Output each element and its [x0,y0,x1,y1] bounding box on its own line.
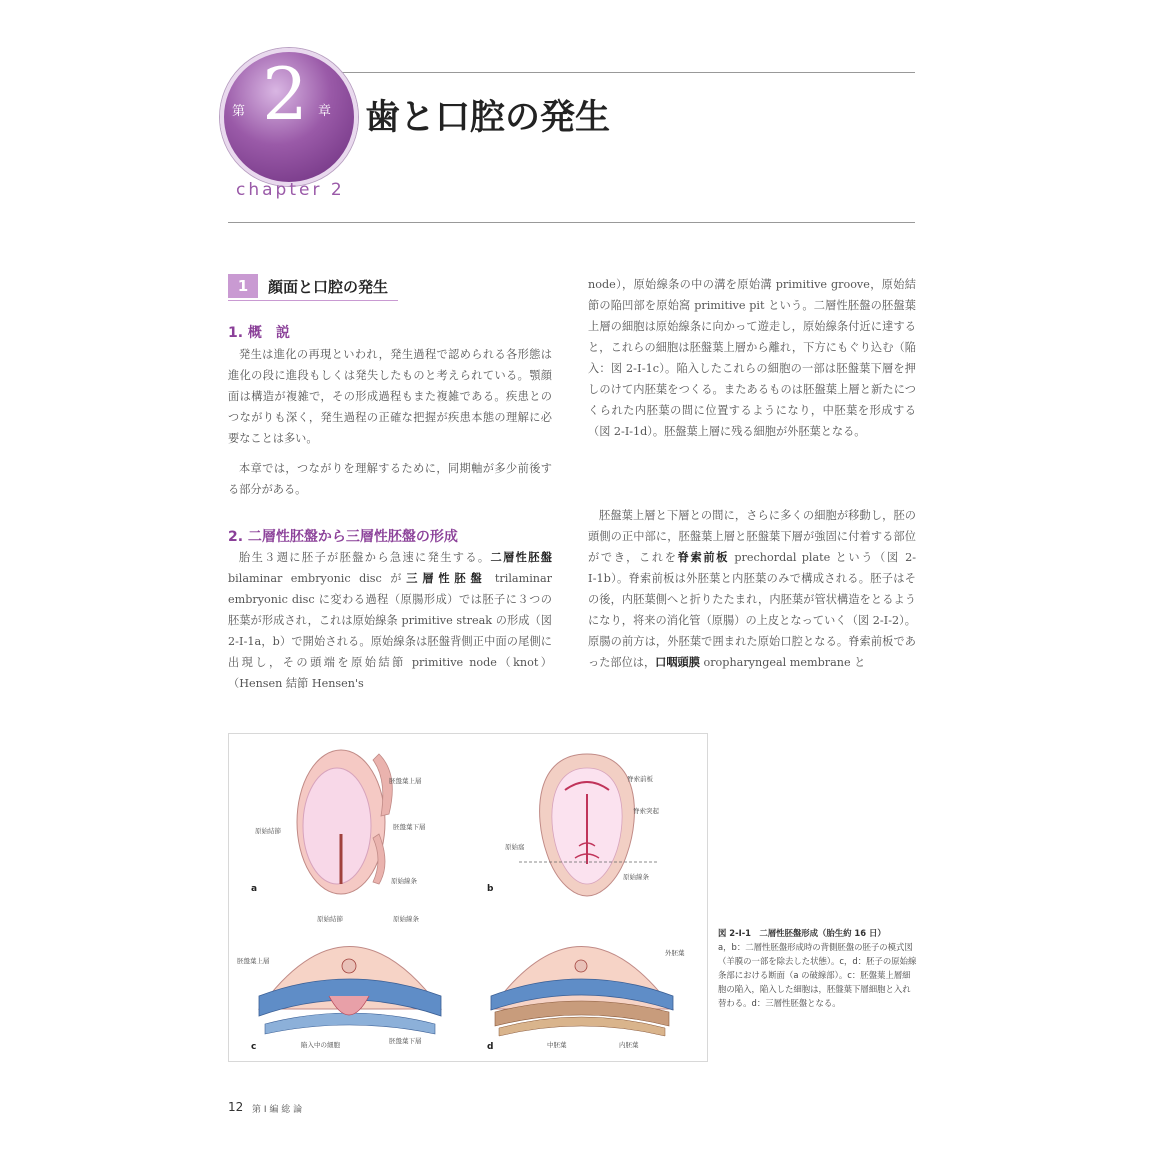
figure-letter: b [487,884,494,894]
caption-title: 図 2-Ⅰ-1 二層性胚盤形成（胎生約 16 日） [718,928,886,938]
text-run: oropharyngeal membrane と [699,656,866,669]
section-underline [228,300,398,301]
figure-panel [228,733,708,1062]
figure-label: 内胚葉 [619,1041,639,1049]
figure-label: 原始窩 [505,843,525,851]
figure-label: 胚盤葉下層 [393,823,426,831]
subsection-heading: 1. 概 説 [228,325,290,341]
text-run: 胚盤葉上層と下層との間に，さらに多くの細胞が移動し，胚の頭側の正中部に，胚盤葉上層と胚盤葉下層が強固に付着する部位ができ，これを [588,509,916,564]
figure-label: 脊索突起 [633,807,659,815]
paragraph: node），原始線条の中の溝を原始溝 primitive groove，原始結節の陥凹部を原始窩 primitive pit という。二層性胚盤の胚盤葉上層の細胞は原始線条に向かって遊走し，原始線条付近に達すると，これらの細胞は胚盤葉上層から離れ，下方にもぐり込む（陥入：図 2-Ⅰ-1c）。陥入したこれらの細胞の一部は胚盤葉下層を押しのけて内胚葉をつくる。またあるものは胚盤葉上層と新たにつくられた内胚葉の間に位置するようになり，中胚葉を形成する（図 2-Ⅰ-1d）。胚盤葉上層に残る細胞が外胚葉となる。 [588,278,916,438]
figure-label: 外胚葉 [665,949,685,957]
embryo-illustration [229,734,707,1061]
diagram-d [491,947,673,1037]
figure-label: 胚盤葉上層 [237,957,270,965]
figure-caption [718,926,918,1010]
paragraph [588,505,916,673]
figure-label: 中胚葉 [547,1041,567,1049]
figure-letter: d [487,1042,494,1052]
figure-label: 原始結節 [317,915,343,923]
paragraph [228,547,552,694]
figure-label: 陥入中の細胞 [301,1041,340,1049]
term-bold: 二層性胚盤 [490,550,552,564]
header-top-rule [330,72,915,73]
chapter-number: 2 [262,52,308,136]
term-bold: 口咽頭膜 [655,655,700,669]
subsection-heading: 2. 二層性胚盤から三層性胚盤の形成 [228,529,458,545]
figure-label: 胚盤葉上層 [389,777,422,785]
header-bottom-rule [228,222,915,223]
text-run: prechordal plate という（図 2-Ⅰ-1b）。脊索前板は外胚葉と内胚葉のみで構成される。胚子はその後，内胚葉側へと折りたたまれ，内胚葉が管状構造をとるようになり，将来の消化管（原腸）の上皮となっていく（図 2-Ⅰ-2）。原腸の前方は，外胚葉で囲まれた原始口腔となる。脊索前板であった部位は， [588,551,916,669]
running-footer: 第 I 編 総 論 [252,1105,303,1115]
figure-label: 原始線条 [393,915,419,923]
figure-letter: c [251,1042,257,1052]
section-number-badge: 1 [228,274,258,298]
page-number: 12 [228,1100,244,1114]
text-run: bilaminar embryonic disc が [228,572,407,585]
caption-body: a，b：二層性胚盤形成時の背側胚盤の胚子の模式図（羊膜の一部を除去した状態）。c，d：胚子の原始線条部における断面（a の破線部）。c：胚盤葉上層細胞の陥入，陥入した細胞は，胚盤葉下層細胞と入れ替わる。d：三層性胚盤となる。 [718,942,917,1008]
text-run: 胎生３週に胚子が胚盤から急速に発生する。 [239,551,491,564]
figure-label: 脊索前板 [627,775,653,783]
figure-label: 原始線条 [623,873,649,881]
diagram-c [259,947,441,1035]
figure-label: 胚盤葉下層 [389,1037,422,1045]
text-run: trilaminar embryonic disc に変わる過程（原腸形成）では胚子に３つの胚葉が形成され，これは原始線条 primitive streak の形成（図 2-Ⅰ-1a，b）で開始される。原始線条は胚盤背側正中面の尾側に出現し，その頭端を原始結節 primitive node（knot）（Hensen 結節 Hensen's [228,572,553,690]
paragraph: 本章では，つながりを理解するために，同期軸が多少前後する部分がある。 [228,462,552,496]
paragraph: 発生は進化の再現といわれ，発生過程で認められる各形態は進化の段に進段もしくは発失したものと考えられている。顎顔面は構造が複雑で，その形成過程もまた複雑である。疾患とのつながりも深く，発生過程の正確な把握が疾患本態の理解に必要なことは多い。 [228,348,552,445]
figure-letter: a [251,884,258,894]
chapter-prefix: 第 [232,104,246,119]
chapter-subtitle: chapter 2 [236,180,345,200]
chapter-suffix: 章 [318,104,332,119]
chapter-title: 歯と口腔の発生 [365,98,611,138]
figure-label: 原始線条 [391,877,417,885]
figure-label: 原始結節 [255,827,281,835]
term-bold: 三層性胚盤 [406,571,487,585]
diagram-a [297,750,392,894]
section-title: 顔面と口腔の発生 [268,278,389,296]
term-bold: 脊索前板 [677,550,730,564]
